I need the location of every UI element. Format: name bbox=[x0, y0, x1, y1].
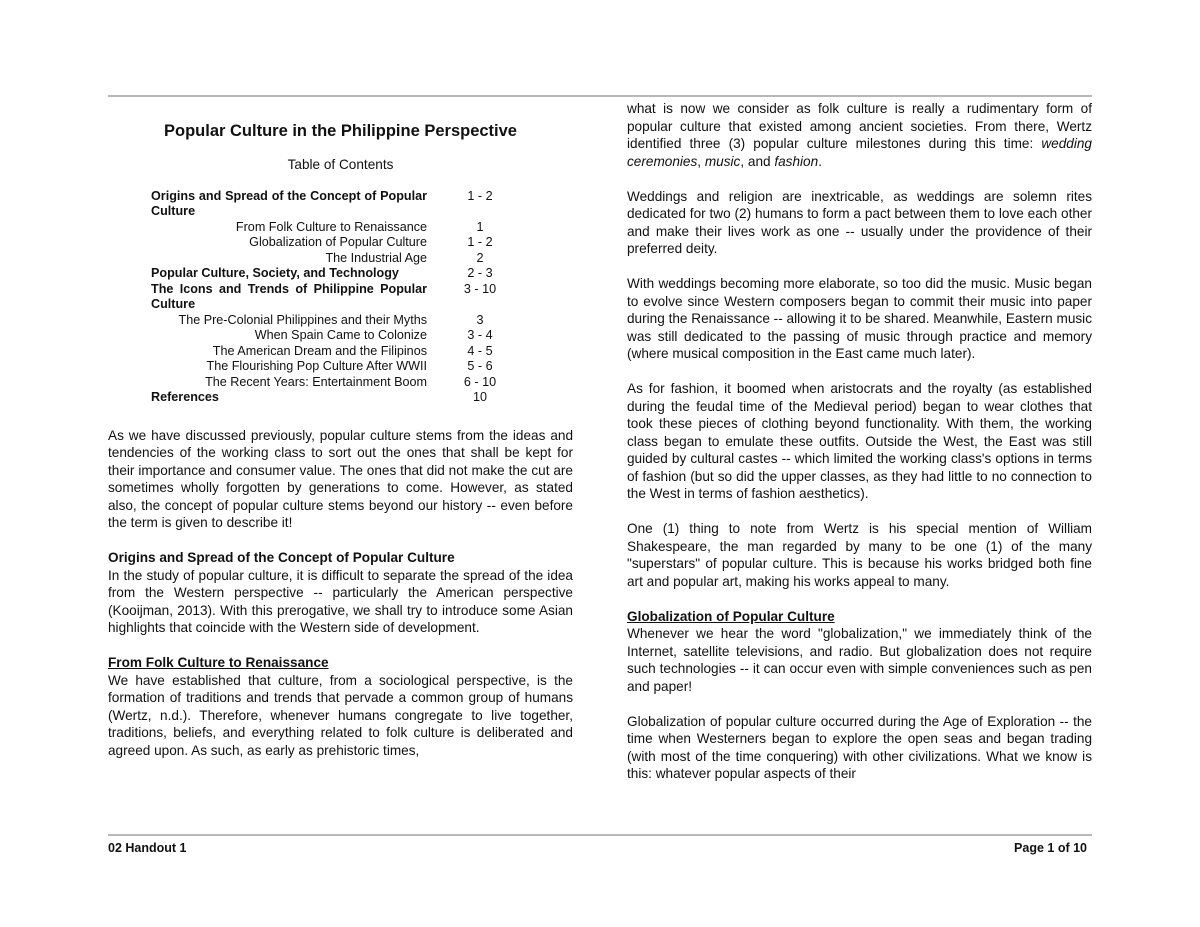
toc-row bbox=[151, 328, 536, 344]
toc-title: Table of Contents bbox=[287, 157, 394, 172]
toc-row bbox=[151, 313, 536, 329]
toc-row bbox=[151, 220, 536, 236]
toc-entry-page: 3 bbox=[476, 312, 484, 327]
toc-entry-page: 3 - 4 bbox=[467, 328, 493, 342]
toc-entry-title: Popular Culture, Society, and Technology bbox=[151, 266, 399, 280]
right-column bbox=[627, 100, 1092, 783]
toc-entry-page: 1 - 2 bbox=[467, 188, 493, 203]
toc-entry-title: The Flourishing Pop Culture After WWII bbox=[206, 359, 427, 373]
footer-rule bbox=[108, 834, 1092, 836]
milestone-weddings: wedding ceremonies bbox=[627, 136, 1092, 169]
toc-row bbox=[151, 344, 536, 360]
section-heading-origins: Origins and Spread of the Concept of Popular Culture bbox=[108, 550, 455, 565]
fashion-paragraph: As for fashion, it boomed when aristocrats and the royalty (as established during the feudal time of the Medieval period) began to wear clothes that took these pieces of clothing beyond functionality. With them, the working class began to emulate these outfits. Outside the West, the East was still guided by cultural castes -- which limited the working class's options in terms of fashion (but so did the upper classes, as they had little to no connection to the West in terms of fashion aesthetics). bbox=[627, 381, 1092, 501]
toc-entry-page: 2 - 3 bbox=[467, 266, 493, 280]
exploration-paragraph: Globalization of popular culture occurred during the Age of Exploration -- the time when Westerners began to explore the open seas and began trading (with most of the time conquering) with other civilizations. What we know is this: whatever popular aspects of their bbox=[627, 713, 1092, 781]
section-heading-globalization: Globalization of Popular Culture bbox=[627, 608, 835, 624]
toc-row bbox=[151, 359, 536, 375]
milestones-text: what is now we consider as folk culture is really a rudimentary form of popular culture that existed among ancient societies. From there, Wertz identified three (3) popular culture milestones during this time: bbox=[627, 101, 1092, 151]
toc-row bbox=[151, 266, 536, 282]
table-of-contents bbox=[151, 189, 536, 406]
footer-page-number: Page 1 of 10 bbox=[1014, 841, 1087, 855]
milestone-music: music bbox=[704, 153, 741, 169]
milestones-paragraph bbox=[627, 100, 1092, 170]
toc-row bbox=[151, 235, 536, 251]
toc-entry-page: 1 bbox=[476, 219, 484, 234]
toc-entry-page: 5 - 6 bbox=[467, 359, 493, 373]
folk-culture-paragraph: We have established that culture, from a sociological perspective, is the formation of traditions and trends that pervade a common group of humans (Wertz, n.d.). Therefore, whenever humans congregate to live together, traditions, beliefs, and everything related to folk culture is deliberated and agreed upon. As such, as early as prehistoric times, bbox=[108, 672, 573, 758]
section-heading-folk-culture: From Folk Culture to Renaissance bbox=[108, 655, 329, 670]
toc-row bbox=[151, 390, 536, 406]
document-title: Popular Culture in the Philippine Perspective bbox=[164, 122, 517, 140]
toc-row bbox=[151, 251, 536, 267]
toc-entry-title: Origins and Spread of the Concept of Popular Culture bbox=[151, 188, 427, 218]
milestone-separator: , and bbox=[740, 153, 775, 169]
weddings-paragraph: Weddings and religion are inextricable, as weddings are solemn rites dedicated for two (2) humans to form a pact between them to love each other and make their lives work as one -- usually under the providence of their preferred deity. bbox=[627, 188, 1092, 256]
toc-entry-title: References bbox=[151, 390, 219, 404]
toc-row bbox=[151, 375, 536, 391]
toc-entry-title: The American Dream and the Filipinos bbox=[212, 343, 427, 358]
origins-paragraph: In the study of popular culture, it is difficult to separate the spread of the idea from the Western perspective -- particularly the American perspective (Kooijman, 2013). With this prerogative, we shall try to introduce some Asian highlights that coincide with the Western side of development. bbox=[108, 567, 573, 635]
milestone-fashion: fashion bbox=[774, 153, 819, 169]
milestone-end: . bbox=[818, 153, 822, 169]
toc-row bbox=[151, 282, 536, 313]
toc-entry-page: 1 - 2 bbox=[467, 235, 493, 249]
toc-entry-page: 4 - 5 bbox=[467, 343, 493, 358]
toc-entry-page: 10 bbox=[472, 390, 487, 404]
toc-entry-title: From Folk Culture to Renaissance bbox=[235, 219, 427, 234]
toc-entry-page: 3 - 10 bbox=[463, 281, 497, 296]
header-rule bbox=[108, 95, 1092, 97]
intro-paragraph: As we have discussed previously, popular culture stems from the ideas and tendencies of the working class to sort out the ones that shall be kept for their importance and consumer value. The ones that did not make the cut are sometimes wholly forgotten by generations to come. However, as stated also, the concept of popular culture stems beyond our history -- even before the term is given to describe it! bbox=[108, 427, 573, 530]
shakespeare-paragraph: One (1) thing to note from Wertz is his special mention of William Shakespeare, the man regarded by many to be one (1) of the many "superstars" of popular culture. This is because his works bridged both fine art and popular art, making his works appeal to many. bbox=[627, 521, 1092, 589]
globalization-paragraph: Whenever we hear the word "globalization," we immediately think of the Internet, satellite televisions, and radio. But globalization does not require such technologies -- it can occur even with simple conveniences such as pen and paper! bbox=[627, 626, 1092, 694]
footer-handout-label: 02 Handout 1 bbox=[108, 841, 187, 855]
toc-row bbox=[151, 189, 536, 220]
toc-entry-title: The Industrial Age bbox=[325, 250, 427, 265]
milestone-separator: , bbox=[697, 153, 705, 169]
left-column bbox=[108, 100, 573, 759]
toc-entry-page: 2 bbox=[476, 250, 484, 265]
toc-entry-title: Globalization of Popular Culture bbox=[249, 235, 427, 249]
music-paragraph: With weddings becoming more elaborate, so too did the music. Music began to evolve since Western composers began to commit their music into paper during the Renaissance -- allowing it to be shared. Meanwhile, Eastern music was still dedicated to the passing of music through practice and memory (where musical composition in the East came much later). bbox=[627, 276, 1092, 361]
toc-entry-title: The Recent Years: Entertainment Boom bbox=[205, 374, 427, 389]
toc-entry-title: The Icons and Trends of Philippine Popular Culture bbox=[151, 281, 427, 311]
toc-entry-title: When Spain Came to Colonize bbox=[254, 328, 427, 342]
toc-entry-title: The Pre-Colonial Philippines and their Myths bbox=[178, 312, 427, 327]
toc-entry-page: 6 - 10 bbox=[463, 374, 497, 389]
